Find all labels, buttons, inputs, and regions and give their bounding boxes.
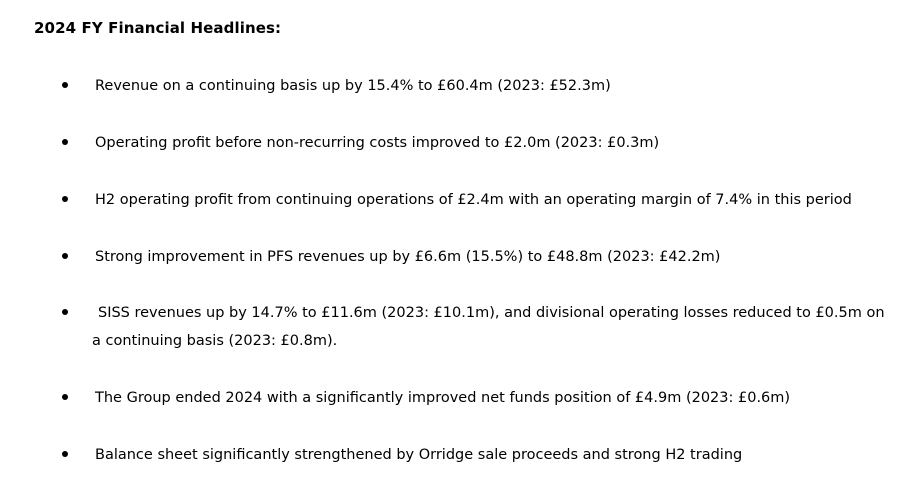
bullet-icon — [62, 309, 68, 315]
bullet-icon — [62, 253, 68, 259]
list-item-text: H2 operating profit from continuing operations of £2.4m with an operating margin of 7.4% in this period — [95, 192, 852, 208]
bullet-icon — [62, 139, 68, 145]
bullet-icon — [62, 394, 68, 400]
bullet-icon — [62, 451, 68, 457]
list-item-text: Balance sheet significantly strengthened by Orridge sale proceeds and strong H2 trading — [95, 447, 743, 463]
list-item-text: Operating profit before non-recurring costs improved to £2.0m (2023: £0.3m) — [95, 135, 660, 151]
bullet-icon — [62, 82, 68, 88]
list-item-text: Revenue on a continuing basis up by 15.4% to £60.4m (2023: £52.3m) — [95, 78, 611, 94]
list-item-text: The Group ended 2024 with a significantly improved net funds position of £4.9m (2023: £0.6m) — [95, 390, 791, 406]
list-item-text: SISS revenues up by 14.7% to £11.6m (2023: £10.1m), and divisional operating losses reduced to £0.5m on a continuing basis (2023: £0.8m). — [92, 305, 885, 349]
list-item-text: Strong improvement in PFS revenues up by £6.6m (15.5%) to £48.8m (2023: £42.2m) — [95, 249, 721, 265]
bullet-icon — [62, 196, 68, 202]
section-heading: 2024 FY Financial Headlines: — [34, 19, 282, 37]
